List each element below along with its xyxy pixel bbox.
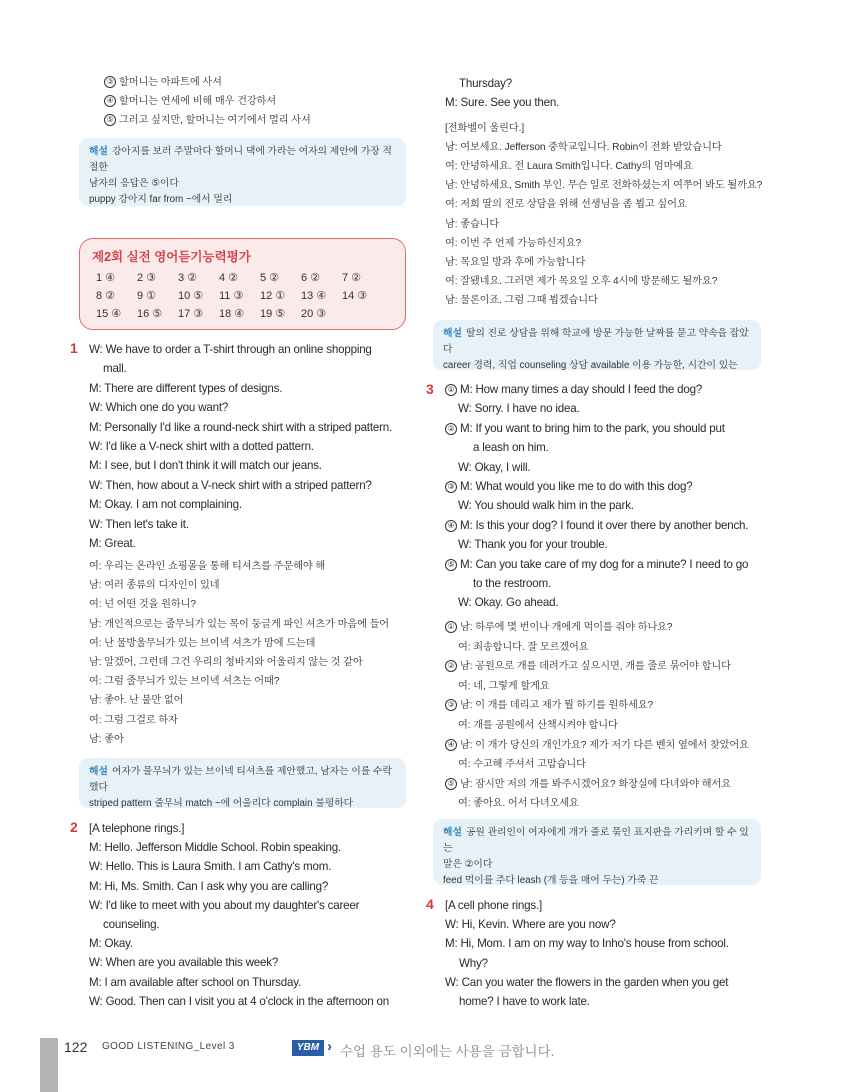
answer-item: 20 ③ (301, 308, 327, 320)
option-text: 할머니는 아파트에 사셔 (119, 77, 222, 88)
dialogue-line: W: Thank you for your trouble. (458, 538, 608, 552)
page-number: 122 (64, 1039, 88, 1055)
translation-line: 여: 저희 딸의 진로 상담을 위해 선생님을 좀 뵙고 싶어요 (445, 199, 687, 211)
translation-line: 여: 안녕하세요. 전 Laura Smith입니다. Cathy의 엄마예요 (445, 161, 693, 173)
answer-item: 12 ① (260, 290, 286, 302)
dialogue-continuation: mall. (103, 362, 127, 376)
translation-line: ⑤ 남: 잠시만 저의 개를 봐주시겠어요? 화장실에 다녀와야 해서요 (445, 776, 731, 794)
dialogue-continuation: Thursday? (459, 77, 512, 90)
answer-item: 2 ③ (137, 272, 157, 284)
translation-line: 남: 여러 종류의 디자인이 있네 (89, 580, 220, 592)
dialogue-line: W: Can you water the flowers in the garden when you get (445, 975, 729, 989)
answer-item: 18 ④ (219, 308, 245, 320)
translation-line: 여: 우리는 온라인 쇼핑몰을 통해 티셔츠를 주문해야 해 (89, 561, 326, 572)
publisher-logo: YBM (292, 1040, 324, 1056)
translation-line: ③ 남: 이 개를 데리고 제가 뭘 하기를 원하세요? (445, 697, 653, 715)
dialogue-continuation: home? I have to work late. (459, 995, 590, 1008)
explanation-label: 해설 (443, 827, 462, 838)
translation-line: 여: 이번 주 언제 가능하신지요? (445, 237, 582, 249)
translation-line: 남: 개인적으로는 줄무늬가 있는 목이 둥글게 파인 셔츠가 마음에 들어 (89, 618, 390, 630)
answer-item: 19 ⑤ (260, 308, 286, 320)
dialogue-line: M: Hi, Ms. Smith. Can I ask why you are calling? (89, 879, 329, 893)
option-number: ① (445, 621, 457, 633)
translation-line: 남: 목요일 방과 후에 가능합니다 (445, 256, 586, 268)
question-number: 2 (70, 819, 78, 835)
option-line: ① M: How many times a day should I feed the dog? (445, 381, 702, 399)
translation-line: 남: 좋습니다 (445, 218, 500, 230)
translation-line: 여: 잘됐네요. 그러면 제가 목요일 오후 4시에 방문해도 될까요? (445, 275, 718, 287)
page-margin-bar (40, 1038, 58, 1092)
explanation-box (79, 138, 406, 206)
answer-item: 6 ② (301, 272, 321, 284)
option-number: ⑤ (445, 559, 457, 571)
dialogue-line: W: Hi, Kevin. Where are you now? (445, 918, 616, 932)
explanation-text: 남자의 응답은 ⑤이다 (89, 178, 179, 189)
translation-line: 여: 넌 어떤 것을 원하니? (89, 599, 196, 611)
translation-line: ① 남: 하루에 몇 번이나 개에게 먹이를 줘야 하나요? (445, 619, 673, 637)
dialogue-continuation: to the restroom. (473, 577, 551, 590)
translation-line: 여: 그럼 줄무늬가 있는 브이넥 셔츠는 어때? (89, 676, 280, 688)
dialogue-line: W: Which one do you want? (89, 401, 229, 415)
answer-item: 3 ② (178, 272, 198, 284)
question-number: 1 (70, 340, 78, 356)
chevron-right-icon: › (327, 1038, 332, 1055)
dialogue-line: M: There are different types of designs. (89, 381, 283, 395)
option-3 (104, 74, 222, 92)
dialogue-continuation: counseling. (103, 918, 160, 931)
option-number: ③ (445, 699, 457, 711)
option-number: ⑤ (104, 114, 116, 126)
dialogue-line: W: Okay. Go ahead. (458, 596, 559, 610)
explanation-label: 해설 (443, 328, 462, 339)
option-4 (104, 93, 276, 111)
explanation-text: 딸의 진로 상담을 위해 학교에 방문 가능한 날짜를 묻고 약속을 잡았다 (443, 328, 749, 355)
answer-item: 13 ④ (301, 290, 327, 302)
translation-line: 여: 네, 그렇게 할게요 (458, 680, 550, 692)
option-line: ② M: If you want to bring him to the park, you should put (445, 420, 725, 438)
vocabulary-text: career 경력, 직업 counseling 상담 available 이용 가능한, 시간이 있는 (443, 360, 738, 371)
option-number: ② (445, 423, 457, 435)
option-number: ④ (445, 739, 457, 751)
explanation-box (433, 819, 761, 885)
explanation-text: 공원 관리인이 여자에게 개가 줄로 묶인 표지판을 가리키며 할 수 있는 (443, 827, 749, 854)
translation-line: 남: 물론이죠. 그럼 그때 뵙겠습니다 (445, 294, 598, 306)
explanation-text: 여자가 물무늬가 있는 브이넥 티셔츠를 제안했고, 남자는 이를 수락했다 (89, 766, 392, 793)
translation-line: 남: 안녕하세요, Smith 부인. 무슨 일로 전화하셨는지 여쭈어 봐도 될까요? (445, 180, 763, 192)
translation-line: ④ 남: 이 개가 당신의 개인가요? 제가 저기 다른 벤치 옆에서 찾았어요 (445, 737, 749, 755)
option-text: 그러고 싶지만, 할머니는 여기에서 멀리 사셔 (119, 115, 311, 126)
dialogue-continuation: Why? (459, 956, 488, 970)
dialogue-line: M: Great. (89, 537, 136, 550)
translation-line: 여: 그럼 그걸로 하자 (89, 714, 178, 726)
option-line: ④ M: Is this your dog? I found it over there by another bench. (445, 517, 748, 535)
answer-item: 14 ③ (342, 290, 368, 302)
dialogue-line: M: I see, but I don't think it will match our jeans. (89, 459, 322, 473)
dialogue-line: M: Sure. See you then. (445, 96, 560, 109)
dialogue-line: M: I am available after school on Thursday. (89, 975, 302, 989)
dialogue-line: W: I'd like to meet with you about my daughter's career (89, 898, 360, 912)
dialogue-line: W: When are you available this week? (89, 956, 279, 970)
answer-item: 5 ② (260, 272, 280, 284)
option-line: ③ M: What would you like me to do with this dog? (445, 478, 692, 496)
translation-line: 여: 난 물방울무늬가 있는 브이넥 셔츠가 맘에 드는데 (89, 637, 316, 649)
dialogue-continuation: a leash on him. (473, 441, 549, 455)
answer-item: 15 ④ (96, 308, 122, 320)
dialogue-line: M: Hello. Jefferson Middle School. Robin speaking. (89, 841, 342, 855)
translation-line: 여: 죄송합니다. 잘 모르겠어요 (458, 641, 589, 653)
dialogue-line: W: Good. Then can I visit you at 4 o'clock in the afternoon on (89, 994, 390, 1008)
translation-line: 남: 좋아. 난 불만 없어 (89, 695, 184, 707)
option-number: ④ (104, 95, 116, 107)
translation-line: 여: 개를 공원에서 산책시켜야 합니다 (458, 720, 618, 731)
dialogue-line: W: You should walk him in the park. (458, 499, 634, 513)
translation-line: 남: 알겠어, 그런데 그건 우리의 청바지와 어울리지 않는 것 같아 (89, 657, 363, 668)
option-number: ③ (445, 481, 457, 493)
book-title: GOOD LISTENING_Level 3 (102, 1041, 235, 1052)
dialogue-line: W: Hello. This is Laura Smith. I am Cathy's mom. (89, 860, 332, 874)
translation-line: 남: 여보세요. Jefferson 중학교입니다. Robin이 전화 받았습니다 (445, 142, 722, 154)
explanation-label: 해설 (89, 146, 108, 157)
dialogue-line: W: Then let's take it. (89, 517, 189, 531)
dialogue-line: M: Hi, Mom. I am on my way to Inho's house from school. (445, 937, 729, 951)
dialogue-line: M: Okay. (89, 937, 133, 951)
answer-item: 7 ② (342, 272, 362, 284)
option-number: ③ (104, 76, 116, 88)
dialogue-line: M: Personally I'd like a round-neck shirt with a striped pattern. (89, 420, 393, 434)
answer-key-box (79, 238, 406, 330)
translation-line: 여: 좋아요. 어서 다녀오세요 (458, 798, 579, 810)
option-text: 할머니는 연세에 비해 매우 건강하셔 (119, 96, 277, 107)
explanation-text: 강아지를 보러 주말마다 할머니 댁에 가라는 여자의 제안에 가장 적절한 (89, 146, 392, 173)
dialogue-line: [A cell phone rings.] (445, 899, 542, 912)
dialogue-line: [A telephone rings.] (89, 822, 185, 835)
explanation-text: 말은 ②이다 (443, 859, 493, 870)
option-number: ④ (445, 520, 457, 532)
option-number: ⑤ (445, 778, 457, 790)
explanation-box (79, 758, 406, 808)
answer-item: 16 ⑤ (137, 308, 163, 320)
question-number: 3 (426, 381, 434, 397)
dialogue-line: W: Then, how about a V-neck shirt with a striped pattern? (89, 478, 372, 492)
dialogue-line: M: Okay. I am not complaining. (89, 498, 242, 512)
vocabulary-text: striped pattern 줄무늬 match ~에 어울리다 complain 불평하다 (89, 798, 354, 809)
answer-key-title: 제2회 실전 영어듣기능력평가 (92, 250, 251, 264)
translation-line: 여: 수고해 주셔서 고맙습니다 (458, 759, 586, 771)
question-number: 4 (426, 896, 434, 912)
dialogue-line: W: We have to order a T-shirt through an online shopping (89, 343, 372, 356)
translation-line: 남: 좋아 (89, 733, 124, 745)
usage-notice: 수업 용도 이외에는 사용을 금합니다. (340, 1044, 555, 1059)
explanation-box (433, 320, 761, 370)
translation-line: [전화벨이 울린다.] (445, 123, 525, 134)
answer-item: 10 ⑤ (178, 290, 204, 302)
answer-item: 1 ④ (96, 272, 116, 284)
vocabulary-text: feed 먹이를 주다 leash (개 등을 매어 두는) 가죽 끈 (443, 875, 659, 886)
vocabulary-text: puppy 강아지 far from ~에서 멀리 (89, 194, 233, 205)
option-5 (104, 112, 311, 130)
answer-item: 4 ② (219, 272, 239, 284)
option-number: ① (445, 384, 457, 396)
answer-item: 9 ① (137, 290, 157, 302)
dialogue-line: W: Okay, I will. (458, 460, 531, 474)
dialogue-line: W: Sorry. I have no idea. (458, 402, 580, 416)
translation-line: ② 남: 공원으로 개를 데려가고 싶으시면, 개를 줄로 묶어야 합니다 (445, 658, 731, 676)
option-number: ② (445, 660, 457, 672)
explanation-label: 해설 (89, 766, 108, 777)
option-line: ⑤ M: Can you take care of my dog for a minute? I need to go (445, 556, 748, 574)
answer-item: 17 ③ (178, 308, 204, 320)
answer-item: 8 ② (96, 290, 116, 302)
answer-item: 11 ③ (219, 290, 244, 302)
dialogue-line: W: I'd like a V-neck shirt with a dotted pattern. (89, 440, 314, 453)
